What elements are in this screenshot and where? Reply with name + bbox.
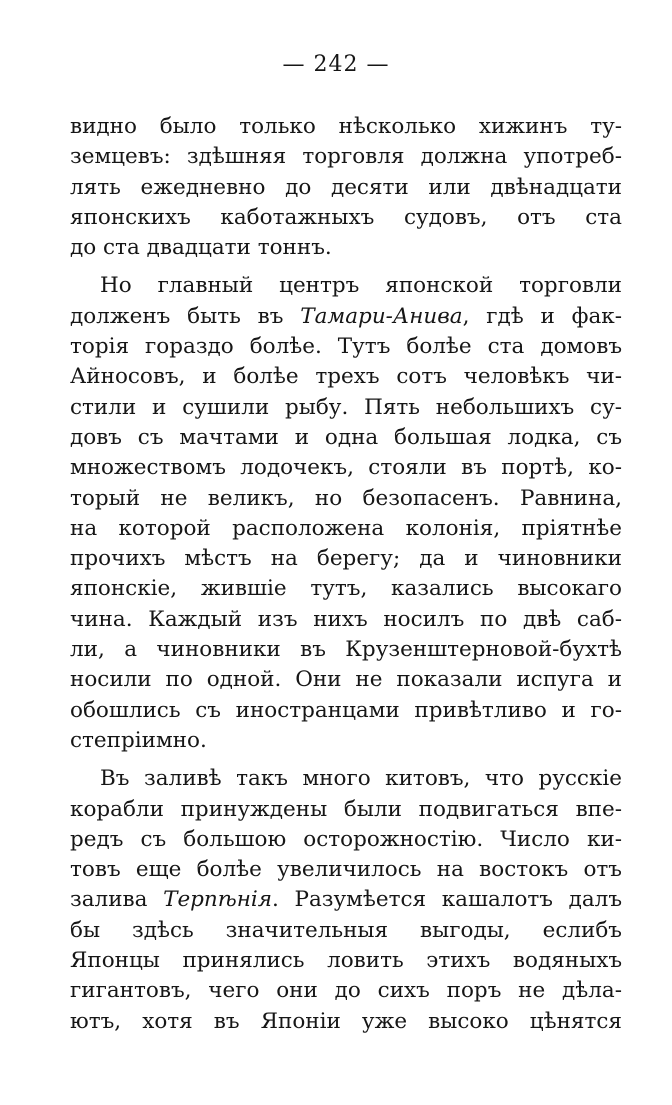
text-line: степріимно. bbox=[70, 727, 207, 753]
text-segment: , гдѣ и фак- bbox=[462, 303, 622, 329]
text-line: видно было только нѣсколько хижинъ ту- bbox=[70, 114, 622, 139]
text-segment: долженъ быть въ bbox=[70, 303, 301, 329]
paragraph-2 bbox=[70, 271, 622, 756]
text-line-mixed bbox=[70, 885, 622, 915]
text-line: корабли принуждены были подвигаться впе- bbox=[70, 796, 622, 822]
text-line: обошлись съ иностранцами привѣтливо и го- bbox=[70, 697, 622, 723]
text-line: ютъ, хотя въ Японіи уже высоко цѣнятся bbox=[70, 1008, 622, 1034]
text-line: японскіе, жившіе тутъ, казались высокаго bbox=[70, 576, 622, 602]
text-line: Въ заливѣ такъ много китовъ, что русскіе bbox=[100, 766, 622, 792]
place-name-italic: Терпѣнія bbox=[163, 887, 273, 913]
text-line: носили по одной. Они не показали испуга и bbox=[70, 667, 622, 693]
text-line: товъ еще болѣе увеличилось на востокъ отъ bbox=[70, 857, 622, 883]
text-line: довъ съ мачтами и одна большая лодка, съ bbox=[70, 424, 622, 450]
paragraph-3 bbox=[70, 764, 622, 1037]
text-line: множествомъ лодочекъ, стояли въ портѣ, ко- bbox=[70, 455, 622, 481]
text-line: японскихъ каботажныхъ судовъ, отъ ста bbox=[70, 204, 622, 230]
place-name-italic: Тамари-Анива bbox=[300, 303, 463, 329]
text-line: торія гораздо болѣе. Тутъ болѣе ста домовъ bbox=[70, 334, 622, 360]
text-line: гигантовъ, чего они до сихъ поръ не дѣла- bbox=[70, 978, 622, 1004]
text-line: торый не великъ, но безопасенъ. Равнина, bbox=[70, 485, 622, 511]
text-line: чина. Каждый изъ нихъ носилъ по двѣ саб- bbox=[70, 606, 622, 632]
text-line: редъ съ большою осторожностію. Число ки- bbox=[70, 826, 622, 852]
text-line: Айносовъ, и болѣе трехъ сотъ человѣкъ чи- bbox=[70, 364, 622, 390]
text-line: лять ежедневно до десяти или двѣнадцати bbox=[70, 174, 622, 200]
paragraph-1 bbox=[70, 112, 622, 263]
text-segment: залива bbox=[70, 887, 164, 913]
text-line: земцевъ: здѣшняя торговля должна употреб- bbox=[70, 144, 622, 170]
text-segment: . Разумѣется кашалотъ далъ bbox=[272, 887, 622, 913]
text-line: ли, а чиновники въ Крузенштерновой-бухтѣ bbox=[70, 637, 622, 663]
text-line: прочихъ мѣстъ на берегу; да и чиновники bbox=[70, 546, 622, 572]
text-line: Но главный центръ японской торговли bbox=[100, 273, 622, 299]
text-line: стили и сушили рыбу. Пять небольшихъ су- bbox=[70, 394, 622, 420]
text-line: на которой расположена колонія, пріятнѣе bbox=[70, 515, 622, 541]
body-text bbox=[70, 112, 622, 1037]
text-line: Японцы принялись ловить этихъ водяныхъ bbox=[70, 948, 622, 974]
text-line: до ста двадцати тоннъ. bbox=[70, 235, 332, 261]
text-line-mixed bbox=[70, 302, 622, 332]
text-line: бы здѣсь значительныя выгоды, еслибъ bbox=[70, 917, 622, 943]
page-number: — 242 — bbox=[282, 52, 390, 77]
